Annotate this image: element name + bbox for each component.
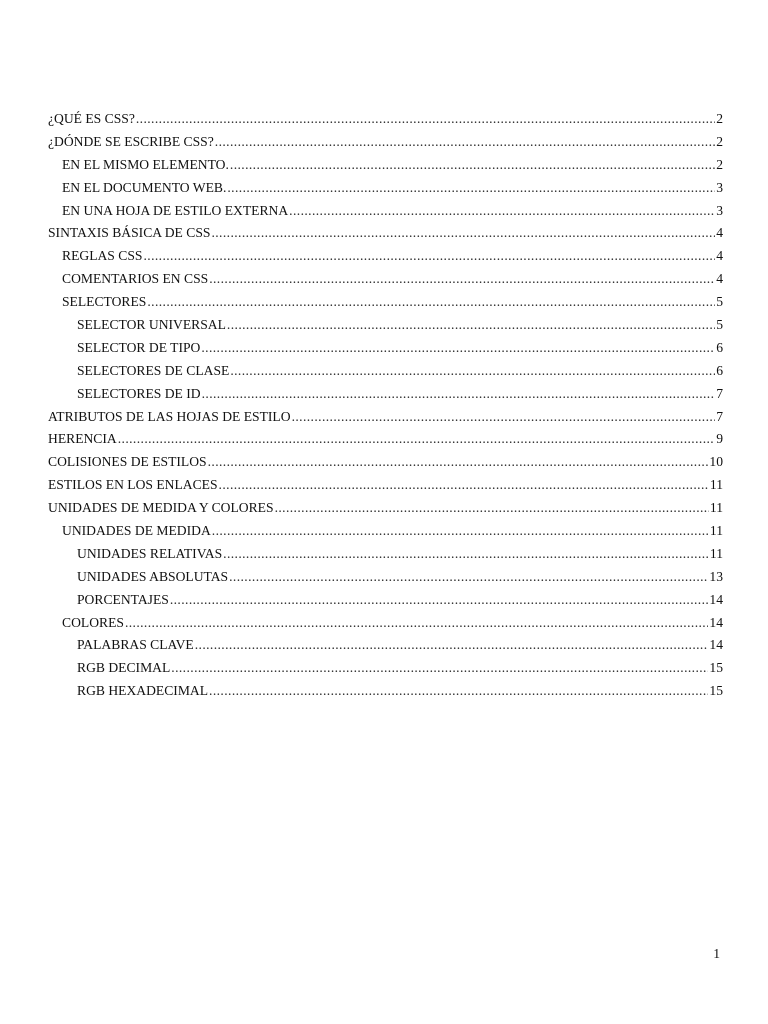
toc-entry[interactable] [48,268,723,291]
toc-entry[interactable] [48,131,723,154]
table-of-contents [48,108,723,703]
toc-entry-page: 9 [716,431,723,447]
toc-entry[interactable] [48,566,723,589]
toc-entry-page: 10 [709,454,723,470]
toc-entry[interactable] [48,360,723,383]
toc-entry-page: 4 [716,248,723,264]
toc-dot-leader [211,222,715,245]
toc-entry-title: RGB HEXADECIMAL [77,683,209,699]
toc-dot-leader [230,360,715,383]
toc-entry[interactable] [48,222,723,245]
toc-entry-page: 14 [709,637,723,653]
toc-entry[interactable] [48,337,723,360]
toc-entry-title: UNIDADES DE MEDIDA [62,523,211,539]
toc-entry-title: REGLAS CSS [62,248,143,264]
toc-dot-leader [227,314,715,337]
toc-dot-leader [227,177,715,200]
toc-dot-leader [136,108,715,131]
toc-entry-page: 3 [716,179,723,195]
toc-entry-page: 11 [709,500,723,516]
toc-entry[interactable] [48,634,723,657]
toc-dot-leader [195,634,709,657]
toc-entry-title: EN EL DOCUMENTO WEB. [62,179,227,195]
toc-entry-title: COLORES [62,614,124,630]
toc-entry[interactable] [48,520,723,543]
toc-entry-title: PALABRAS CLAVE [77,637,194,653]
toc-entry[interactable] [48,589,723,612]
toc-entry-title: PORCENTAJES [77,591,169,607]
toc-entry-page: 6 [716,339,723,355]
toc-entry-title: SELECTORES DE CLASE [77,362,230,378]
toc-dot-leader [202,383,716,406]
toc-dot-leader [201,337,715,360]
toc-entry-title: HERENCIA [48,431,117,447]
toc-dot-leader [275,497,709,520]
toc-dot-leader [209,680,708,703]
toc-entry[interactable] [48,291,723,314]
toc-entry-page: 11 [709,523,723,539]
toc-entry[interactable] [48,314,723,337]
toc-dot-leader [229,566,708,589]
toc-entry-page: 2 [716,156,723,172]
toc-dot-leader [118,428,715,451]
toc-entry-title: SELECTORES [62,294,147,310]
toc-entry[interactable] [48,245,723,268]
toc-entry-page: 2 [716,133,723,149]
toc-entry[interactable] [48,406,723,429]
toc-entry-title: SINTAXIS BÁSICA DE CSS [48,225,211,241]
toc-entry-title: SELECTOR UNIVERSAL [77,317,226,333]
toc-entry-page: 15 [709,660,723,676]
toc-entry-title: EN EL MISMO ELEMENTO. [62,156,229,172]
toc-entry-page: 13 [709,568,723,584]
toc-entry[interactable] [48,108,723,131]
toc-entry-page: 5 [716,294,723,310]
toc-entry[interactable] [48,474,723,497]
toc-entry-title: UNIDADES ABSOLUTAS [77,568,229,584]
toc-entry[interactable] [48,543,723,566]
toc-dot-leader [171,657,708,680]
toc-entry-title: ¿DÓNDE SE ESCRIBE CSS? [48,133,214,149]
toc-entry-page: 2 [716,111,723,126]
toc-entry-page: 7 [716,385,723,401]
toc-entry-title: RGB DECIMAL [77,660,171,676]
toc-entry-page: 14 [709,591,723,607]
toc-dot-leader [292,406,716,429]
toc-entry-title: UNIDADES DE MEDIDA Y COLORES [48,500,274,516]
toc-entry-title: ESTILOS EN LOS ENLACES [48,477,218,493]
toc-dot-leader [219,474,709,497]
toc-entry[interactable] [48,612,723,635]
toc-entry[interactable] [48,428,723,451]
toc-dot-leader [170,589,709,612]
toc-entry[interactable] [48,680,723,703]
toc-dot-leader [209,268,715,291]
page-number: 1 [713,946,720,961]
toc-entry-page: 5 [716,317,723,333]
toc-entry-page: 14 [709,614,723,630]
toc-entry-title: SELECTORES DE ID [77,385,201,401]
toc-entry-page: 4 [716,271,723,287]
toc-dot-leader [125,612,708,635]
toc-entry[interactable] [48,451,723,474]
toc-dot-leader [143,245,715,268]
toc-entry[interactable] [48,497,723,520]
toc-entry-title: COMENTARIOS EN CSS [62,271,209,287]
toc-entry-title: ATRIBUTOS DE LAS HOJAS DE ESTILO [48,408,291,424]
toc-dot-leader [289,200,715,223]
toc-entry-title: EN UNA HOJA DE ESTILO EXTERNA [62,202,289,218]
toc-entry-page: 4 [716,225,723,241]
toc-entry-title: SELECTOR DE TIPO [77,339,201,355]
toc-dot-leader [147,291,715,314]
toc-entry-page: 11 [709,477,723,493]
toc-dot-leader [208,451,709,474]
toc-entry-page: 15 [709,683,723,699]
toc-entry-title: COLISIONES DE ESTILOS [48,454,207,470]
toc-entry-title: ¿QUÉ ES CSS? [48,111,135,126]
toc-dot-leader [223,543,709,566]
toc-entry[interactable] [48,154,723,177]
toc-dot-leader [215,131,715,154]
toc-dot-leader [230,154,715,177]
toc-entry[interactable] [48,177,723,200]
toc-dot-leader [212,520,709,543]
toc-entry-page: 11 [709,545,723,561]
toc-entry-page: 6 [716,362,723,378]
toc-entry[interactable] [48,657,723,680]
toc-entry-title: UNIDADES RELATIVAS [77,545,223,561]
toc-entry-page: 3 [716,202,723,218]
toc-entry[interactable] [48,200,723,223]
toc-entry-page: 7 [716,408,723,424]
toc-entry[interactable] [48,383,723,406]
